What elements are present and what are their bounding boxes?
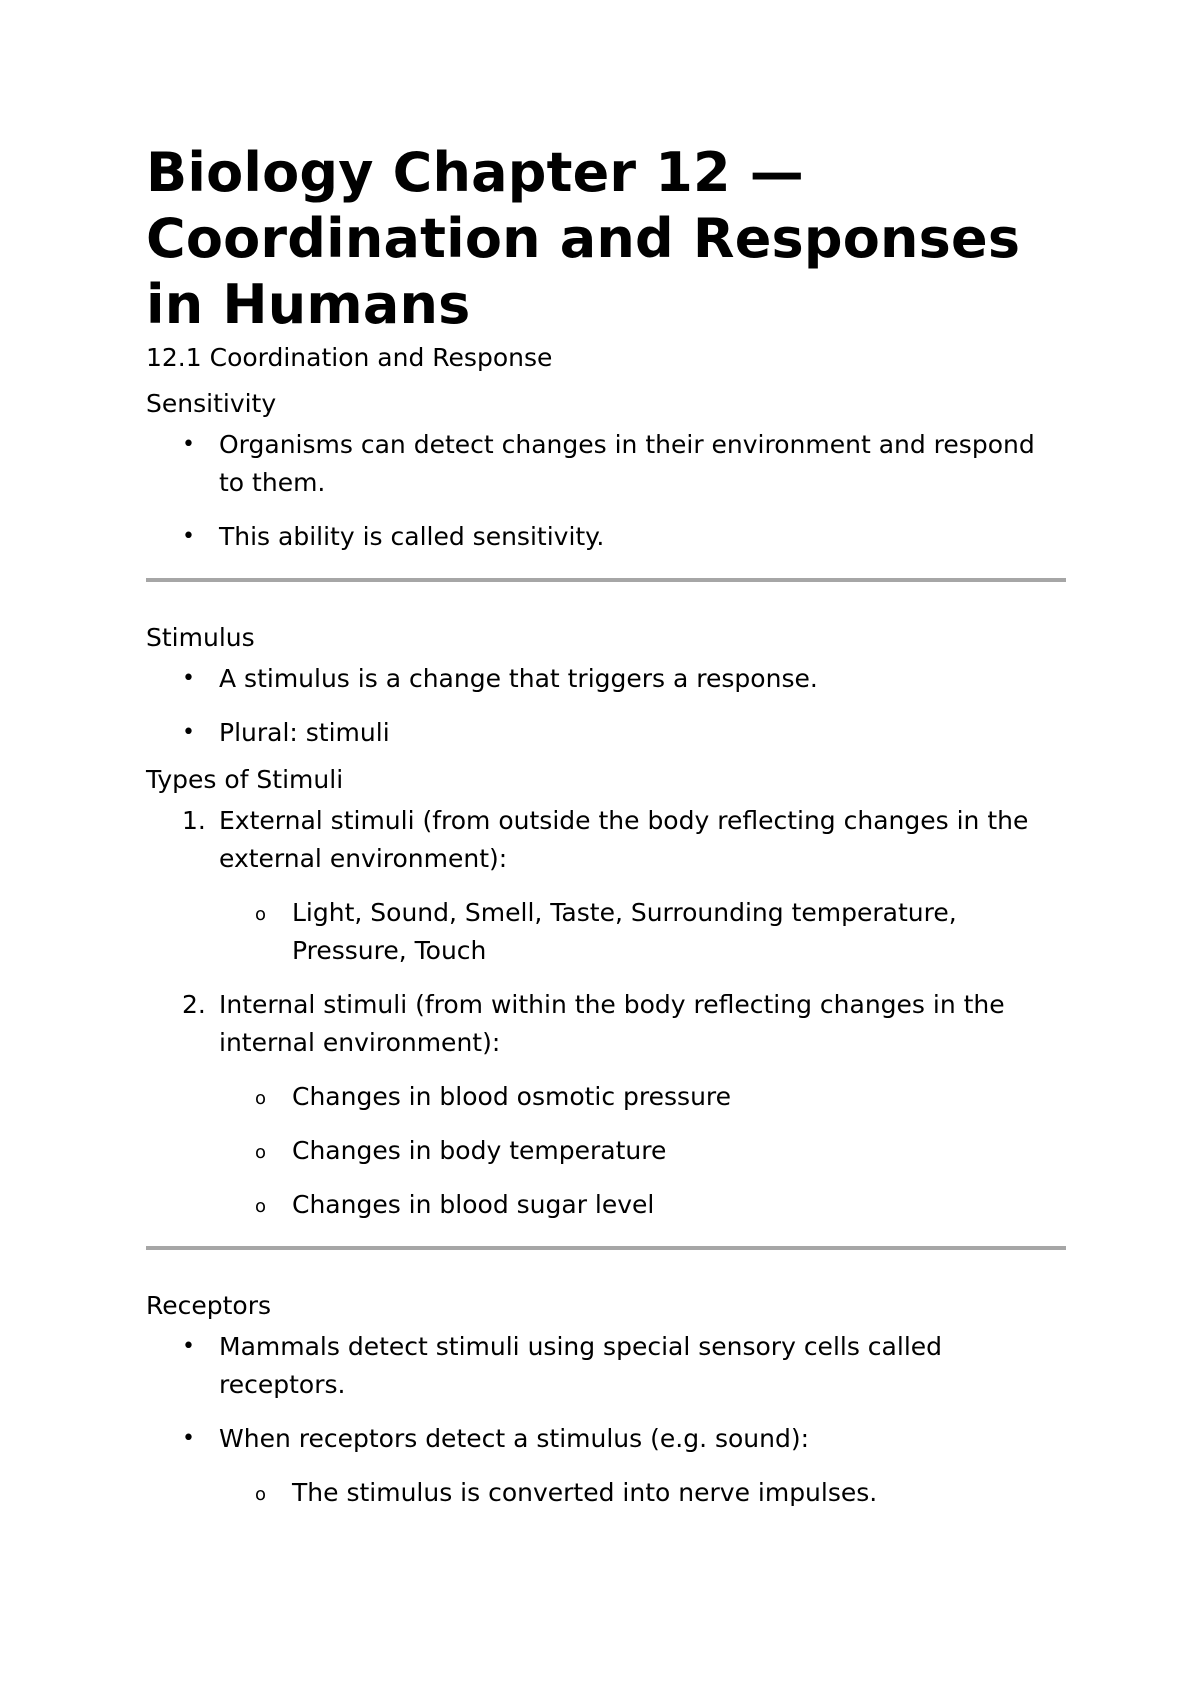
receptors-heading: Receptors [146,1291,272,1320]
list-item [146,660,1066,698]
sub-list-item-text: The stimulus is converted into nerve impulses. [292,1478,878,1507]
document-title: Biology Chapter 12 — Coordination and Responses in Humans [146,141,1021,336]
bullet-icon: • [182,432,195,457]
number-marker: 2. [182,990,206,1019]
sub-list-item-text: Changes in body temperature [292,1136,667,1165]
list-item [146,714,1066,752]
list-item-text: A stimulus is a change that triggers a response. [219,664,818,693]
bullet-icon: • [182,720,195,745]
sub-list-item-text: Changes in blood sugar level [292,1190,655,1219]
sub-list-item [219,894,1066,970]
list-item [146,1328,1066,1404]
list-item [146,1420,1066,1512]
list-item-text: Plural: stimuli [219,718,390,747]
list-item-text: When receptors detect a stimulus (e.g. sound): [219,1424,810,1453]
stimulus-list [146,660,1066,752]
bullet-icon: • [182,1426,195,1451]
list-item [146,426,1066,502]
numbered-item-text: Internal stimuli (from within the body reflecting changes in the internal environment): [219,990,1005,1057]
sensitivity-list [146,426,1066,556]
sub-list [219,1474,1066,1512]
circle-bullet-icon: o [255,904,267,925]
sensitivity-heading: Sensitivity [146,389,277,418]
numbered-item [146,802,1066,970]
bullet-icon: • [182,524,195,549]
sub-list-item-text: Light, Sound, Smell, Taste, Surrounding temperature, Pressure, Touch [292,898,957,965]
horizontal-divider [146,578,1066,582]
list-item-text: This ability is called sensitivity. [219,522,605,551]
circle-bullet-icon: o [255,1196,267,1217]
list-item-text: Mammals detect stimuli using special sensory cells called receptors. [219,1332,943,1399]
bullet-icon: • [182,1334,195,1359]
number-marker: 1. [182,806,206,835]
sub-list [219,894,1066,970]
circle-bullet-icon: o [255,1484,267,1505]
sub-list-item [219,1474,1066,1512]
sub-list [219,1078,1066,1224]
stimulus-heading: Stimulus [146,623,255,652]
section-heading: 12.1 Coordination and Response [146,343,553,372]
receptors-list [146,1328,1066,1512]
list-item-text: Organisms can detect changes in their environment and respond to them. [219,430,1035,497]
circle-bullet-icon: o [255,1142,267,1163]
list-item [146,518,1066,556]
sub-list-item-text: Changes in blood osmotic pressure [292,1082,732,1111]
horizontal-divider [146,1246,1066,1250]
sub-list-item [219,1078,1066,1116]
types-list [146,802,1066,1224]
sub-list-item [219,1132,1066,1170]
numbered-item-text: External stimuli (from outside the body reflecting changes in the external environment): [219,806,1029,873]
document-page [146,140,1066,1512]
sub-list-item [219,1186,1066,1224]
circle-bullet-icon: o [255,1088,267,1109]
types-heading: Types of Stimuli [146,765,344,794]
numbered-item [146,986,1066,1224]
bullet-icon: • [182,666,195,691]
